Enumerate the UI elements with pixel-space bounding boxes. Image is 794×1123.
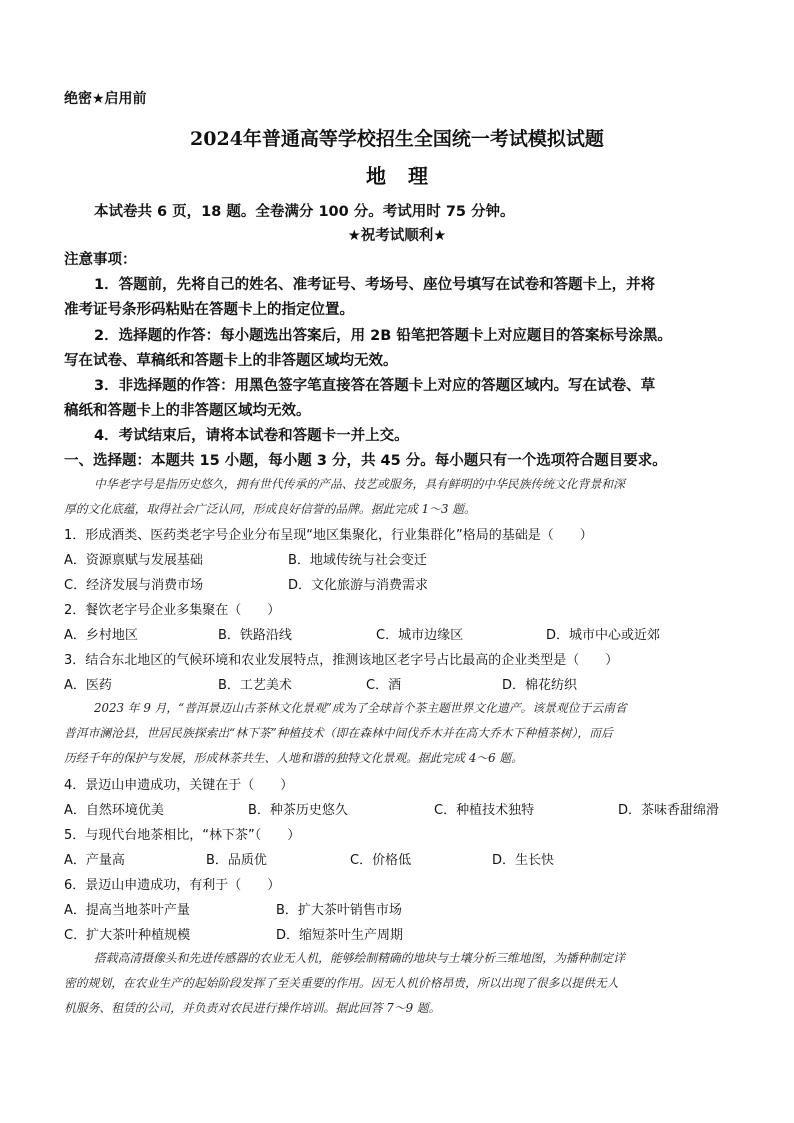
- option-a: A．产量高: [64, 853, 125, 868]
- option-c: C．价格低: [350, 853, 412, 868]
- note-2-line-2: 写在试卷、草稿纸和答题卡上的非答题区域均无效。: [64, 353, 398, 369]
- option-a: A．提高当地茶叶产量: [64, 903, 190, 918]
- question-3-stem: 3．结合东北地区的气候环境和农业发展特点，推测该地区老字号占比最高的企业类型是（ ）: [64, 653, 619, 668]
- subject-title: 地理: [366, 164, 450, 188]
- good-luck-line: ★祝考试顺利★: [347, 228, 447, 244]
- option-c: C．扩大茶叶种植规模: [64, 928, 191, 943]
- option-b: B．种茶历史悠久: [248, 803, 348, 818]
- confidential-label: 绝密★启用前: [64, 91, 147, 107]
- option-d: D．城市中心或近郊: [546, 628, 661, 643]
- note-2-line-1: 2．选择题的作答：每小题选出答案后，用 2B 铅笔把答题卡上对应题目的答案标号涂黑。: [94, 328, 672, 344]
- option-d: D．茶味香甜绵滑: [618, 803, 720, 818]
- option-b: B．地域传统与社会变迁: [288, 553, 427, 568]
- option-a: A．医药: [64, 678, 112, 693]
- material-2-line-1: 2023 年 9 月，“普洱景迈山古茶林文化景观”成为了全球首个茶主题世界文化遗产。该景观位于云南省: [94, 701, 627, 715]
- option-c: C．酒: [366, 678, 402, 693]
- exam-intro: 本试卷共 6 页，18 题。全卷满分 100 分。考试用时 75 分钟。: [94, 204, 515, 220]
- note-3-line-2: 稿纸和答题卡上的非答题区域均无效。: [64, 403, 311, 419]
- material-3-line-2: 密的规划，在农业生产的起始阶段发挥了至关重要的作用。因无人机价格昂贵，所以出现了很多以提供无人: [64, 976, 619, 990]
- question-1-stem: 1．形成酒类、医药类老字号企业分布呈现“地区集聚化，行业集群化”格局的基础是（ ）: [64, 528, 593, 543]
- material-1-line-2: 厚的文化底蕴，取得社会广泛认同，形成良好信誉的品牌。据此完成 1～3 题。: [64, 502, 476, 516]
- option-c: C．城市边缘区: [376, 628, 464, 643]
- exam-title: 2024年普通高等学校招生全国统一考试模拟试题: [190, 128, 604, 150]
- option-a: A．乡村地区: [64, 628, 138, 643]
- option-d: D．生长快: [492, 853, 555, 868]
- option-b: B．铁路沿线: [218, 628, 292, 643]
- question-5-stem: 5．与现代台地茶相比，“林下茶”（ ）: [64, 828, 301, 843]
- option-d: D．棉花纺织: [502, 678, 578, 693]
- option-c: C．种植技术独特: [434, 803, 535, 818]
- section-1-heading: 一、选择题：本题共 15 小题，每小题 3 分，共 45 分。每小题只有一个选项符合题目要求。: [64, 453, 667, 469]
- notes-heading: 注意事项：: [64, 252, 137, 268]
- option-c: C．经济发展与消费市场: [64, 578, 204, 593]
- option-d: D．缩短茶叶生产周期: [276, 928, 404, 943]
- material-2-line-2: 普洱市澜沧县，世居民族探索出“林下茶”种植技术（即在森林中间伐乔木并在高大乔木下种植茶树），而后: [64, 726, 613, 740]
- note-1-line-2: 准考证号条形码粘贴在答题卡上的指定位置。: [64, 302, 354, 318]
- question-6-stem: 6．景迈山申遗成功，有利于（ ）: [64, 878, 281, 893]
- material-3-line-3: 机服务、租赁的公司，并负责对农民进行操作培训。据此回答 7～9 题。: [64, 1001, 441, 1015]
- option-b: B．品质优: [206, 853, 267, 868]
- material-3-line-1: 搭载高清摄像头和先进传感器的农业无人机，能够绘制精确的地块与土壤分析三维地图，为播种制定详: [94, 951, 625, 965]
- option-a: A．资源禀赋与发展基础: [64, 553, 203, 568]
- question-4-stem: 4．景迈山申遗成功，关键在于（ ）: [64, 778, 294, 793]
- note-3-line-1: 3．非选择题的作答：用黑色签字笔直接答在答题卡上对应的答题区域内。写在试卷、草: [94, 378, 656, 394]
- note-1-line-1: 1．答题前，先将自己的姓名、准考证号、考场号、座位号填写在试卷和答题卡上，并将: [94, 277, 656, 293]
- option-b: B．工艺美术: [218, 678, 292, 693]
- option-b: B．扩大茶叶销售市场: [276, 903, 402, 918]
- option-d: D．文化旅游与消费需求: [288, 578, 429, 593]
- material-2-line-3: 历经千年的保护与发展，形成林茶共生、人地和谐的独特文化景观。据此完成 4～6 题。: [64, 751, 523, 765]
- question-2-stem: 2．餐饮老字号企业多集聚在（ ）: [64, 603, 281, 618]
- material-1-line-1: 中华老字号是指历史悠久，拥有世代传承的产品、技艺或服务，具有鲜明的中华民族传统文化背景和深: [94, 477, 625, 491]
- note-4: 4．考试结束后，请将本试卷和答题卡一并上交。: [94, 428, 409, 444]
- option-a: A．自然环境优美: [64, 803, 164, 818]
